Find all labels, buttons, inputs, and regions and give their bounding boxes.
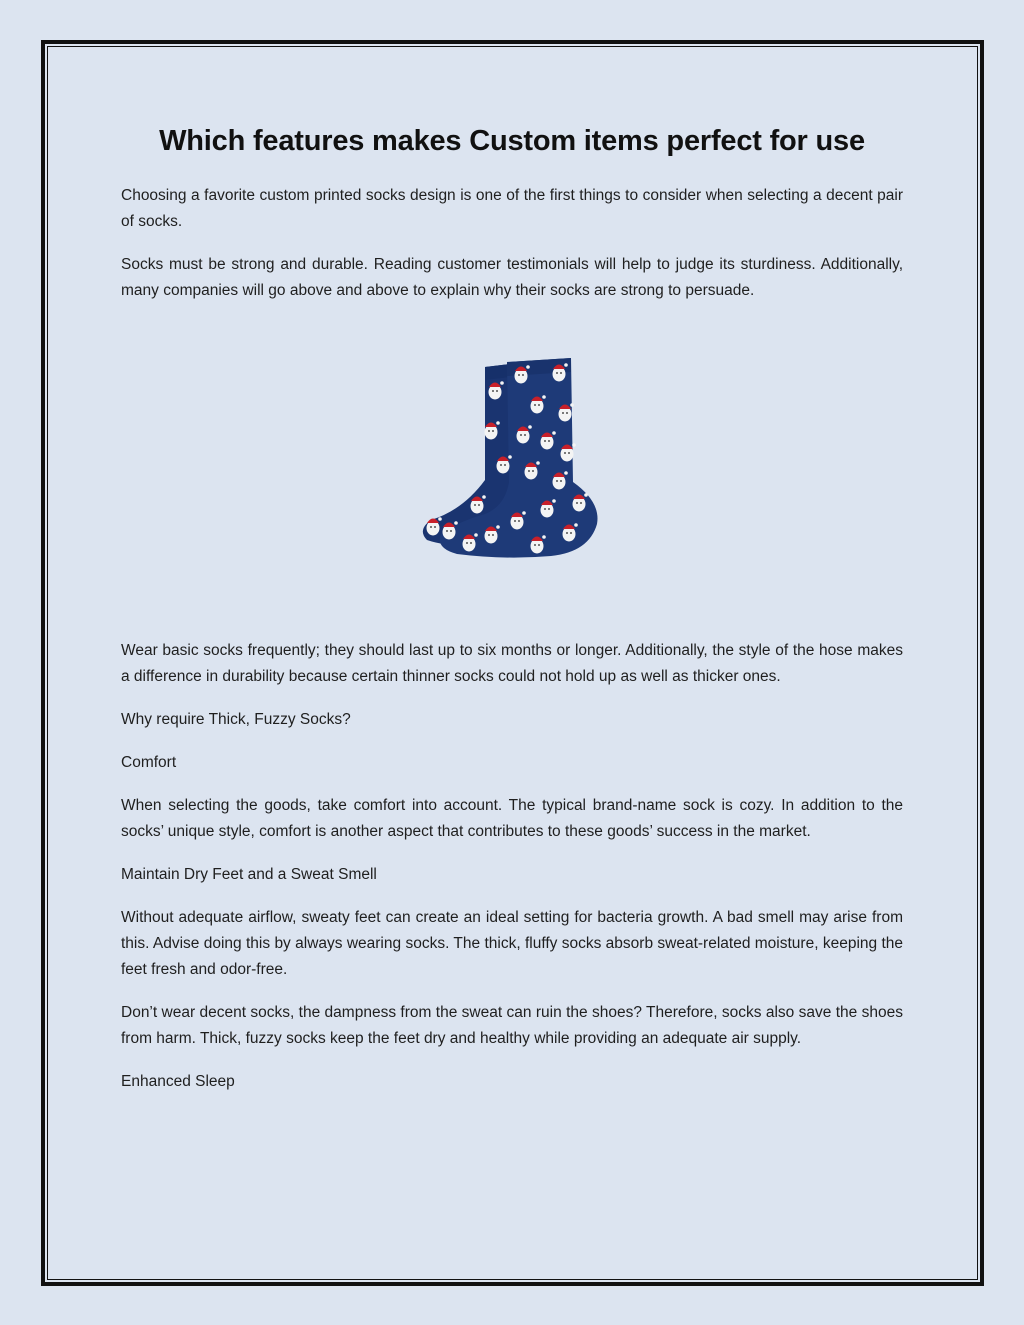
heading-thick-fuzzy: Why require Thick, Fuzzy Socks? (121, 711, 351, 728)
paragraph-comfort: When selecting the goods, take comfort into account. The typical brand-name sock is cozy. In addition to the socks’ unique style, comfort is another aspect that contributes to these goods’ success in the market. (121, 797, 903, 840)
paragraph-airflow: Without adequate airflow, sweaty feet can create an ideal setting for bacteria growth. A bad smell may arise from this. Advise doing this by always wearing socks. The thick, fluffy socks absorb sweat-related moisture, keeping the feet fresh and odor-free. (121, 909, 903, 978)
heading-enhanced-sleep: Enhanced Sleep (121, 1073, 235, 1090)
santa-socks-illustration (419, 352, 609, 562)
heading-dry-feet: Maintain Dry Feet and a Sweat Smell (121, 866, 377, 883)
paragraph-wear: Wear basic socks frequently; they should last up to six months or longer. Additionally, the style of the hose makes a difference in durability because certain thinner socks could not hold up as well as thicker ones. (121, 642, 903, 685)
heading-comfort: Comfort (121, 754, 177, 771)
socks-image (121, 347, 903, 587)
paragraph-design: Choosing a favorite custom printed socks design is one of the first things to consider when selecting a decent pair of socks. (121, 187, 903, 230)
document-title: Which features makes Custom items perfect for use (159, 125, 865, 157)
paragraph-shoes: Don’t wear decent socks, the dampness from the sweat can ruin the shoes? Therefore, socks also save the shoes from harm. Thick, fuzzy socks keep the feet dry and healthy while providing an adequate air supply. (121, 1004, 903, 1047)
document-content (121, 118, 903, 1095)
paragraph-durability: Socks must be strong and durable. Reading customer testimonials will help to judge its sturdiness. Additionally, many companies will go above and above to explain why their socks are strong to persuade. (121, 256, 903, 299)
